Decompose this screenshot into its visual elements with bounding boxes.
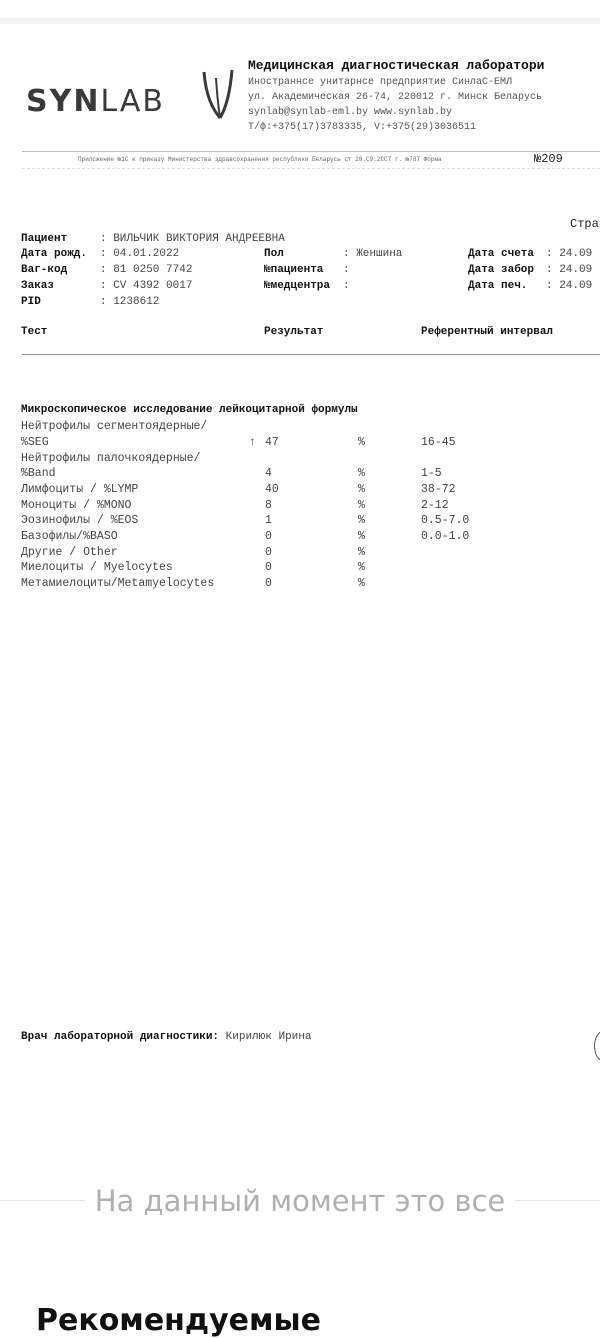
result-reference: 0.5-7.0	[421, 514, 470, 527]
result-value: 47	[265, 436, 279, 449]
patient-number-value: :	[343, 264, 350, 276]
doctor-label: Врач лабораторной диагностики:	[21, 1031, 220, 1043]
result-value: 4	[265, 467, 272, 480]
patient-name-row	[21, 233, 67, 245]
result-name: %Band	[21, 467, 56, 480]
center-number-value: :	[343, 280, 350, 292]
result-name: Базофилы/%BASO	[21, 530, 118, 543]
stamp-edge-icon	[594, 1031, 600, 1061]
result-unit: %	[358, 514, 365, 527]
result-reference: 2-12	[421, 499, 449, 512]
draw-date-value: : 24.09	[546, 264, 593, 276]
section-title: Микроскопическое исследование лейкоцитарной формулы	[21, 404, 358, 416]
form-number: №209	[534, 152, 563, 166]
result-unit: %	[358, 483, 365, 496]
barcode-label: Ваг-код	[21, 264, 68, 276]
lab-contacts: synlab@synlab-eml.by www.synlab.by	[248, 107, 453, 118]
patient-name: : ВИЛЬЧИК ВИКТОРИЯ АНДРЕЕВНА	[100, 233, 285, 245]
draw-date-label: Дата забор	[468, 264, 535, 276]
lab-phones: Т/ф:+375(17)3783335, V:+375(29)3036511	[248, 122, 477, 133]
bill-date-label: Дата счета	[468, 248, 535, 260]
result-value: 0	[265, 530, 272, 543]
result-unit: %	[358, 467, 365, 480]
result-value: 8	[265, 499, 272, 512]
result-unit: %	[358, 546, 365, 559]
print-date-label: Дата печ.	[468, 280, 528, 292]
result-reference: 16-45	[421, 436, 456, 449]
doctor-name: Кирилюк Ирина	[225, 1031, 312, 1043]
lab-company: Иностраннсе унитарнсе предприятие СинлаС-ЕМЛ	[248, 77, 513, 88]
doctor-signature	[21, 1031, 311, 1043]
result-name: Моноциты / %MONO	[21, 499, 132, 512]
result-name: Метамиелоциты/Metamyelocytes	[21, 577, 215, 590]
result-value: 0	[265, 546, 272, 559]
lab-header	[248, 58, 544, 135]
result-name: Эозинофилы / %EOS	[21, 514, 139, 527]
columns-divider	[22, 354, 600, 355]
logo-leaf-icon	[186, 68, 246, 128]
result-name-line1: Нейтрофилы сегментоядерные/	[21, 420, 208, 433]
sex-label: Пол	[264, 248, 284, 260]
column-reference: Референтный интервал	[421, 326, 554, 338]
sex-value: : Женшина	[343, 248, 403, 260]
result-value: 1	[265, 514, 272, 527]
center-number-label: №медцентра	[264, 280, 331, 292]
recommended-heading: Рекомендуемые	[36, 1303, 322, 1338]
logo-wordmark: SYNLAB	[26, 84, 165, 119]
result-unit: %	[358, 577, 365, 590]
lab-title: Медицинская диагностическая лаборатори	[248, 58, 545, 73]
column-test: Тест	[21, 326, 48, 338]
result-unit: %	[358, 436, 365, 449]
result-unit: %	[358, 530, 365, 543]
lab-address: ул. Академическая 26-74, 220012 г. Минск Беларусь	[248, 92, 543, 103]
synlab-logo	[26, 68, 226, 128]
result-unit: %	[358, 499, 365, 512]
order-divider	[22, 168, 600, 169]
dob-value: : 04.01.2022	[100, 248, 180, 260]
result-reference: 38-72	[421, 483, 456, 496]
print-date-value: : 24.09	[546, 280, 593, 292]
page-label: Стра	[570, 217, 599, 231]
result-name: Другие / Other	[21, 546, 118, 559]
result-name-line1: Нейтрофилы палочкоядерные/	[21, 452, 201, 465]
top-divider	[0, 18, 600, 24]
result-name: %SEG	[21, 436, 49, 449]
header-divider	[22, 151, 600, 152]
dob-label: Дата рожд.	[21, 248, 88, 260]
end-of-results-banner: На данный момент это все	[0, 1184, 600, 1218]
result-reference: 0.0-1.0	[421, 530, 470, 543]
order-label: Заказ	[21, 280, 55, 292]
result-value: 0	[265, 577, 272, 590]
column-result: Результат	[264, 326, 324, 338]
bill-date-value: : 24.09	[546, 248, 593, 260]
order-value: : CV 4392 0017	[100, 280, 193, 292]
pid-label: PID	[21, 296, 41, 308]
result-reference: 1-5	[421, 467, 442, 480]
result-unit: %	[358, 561, 365, 574]
patient-name-label: Пациент	[21, 233, 68, 245]
result-value: 40	[265, 483, 279, 496]
result-name: Лимфоциты / %LYMP	[21, 483, 139, 496]
order-reference: Прилсжение №1С к приказу Министерства здравсохранения республики Беларусь ст 28.С9.2СС7 г. №787 Форма	[78, 156, 442, 163]
high-flag-icon: ↑	[249, 436, 256, 449]
pid-value: : 1238612	[100, 296, 160, 308]
result-name: Миелоциты / Myelocytes	[21, 561, 173, 574]
barcode-value: : 81 0250 7742	[100, 264, 193, 276]
result-value: 0	[265, 561, 272, 574]
patient-number-label: №пациента	[264, 264, 324, 276]
